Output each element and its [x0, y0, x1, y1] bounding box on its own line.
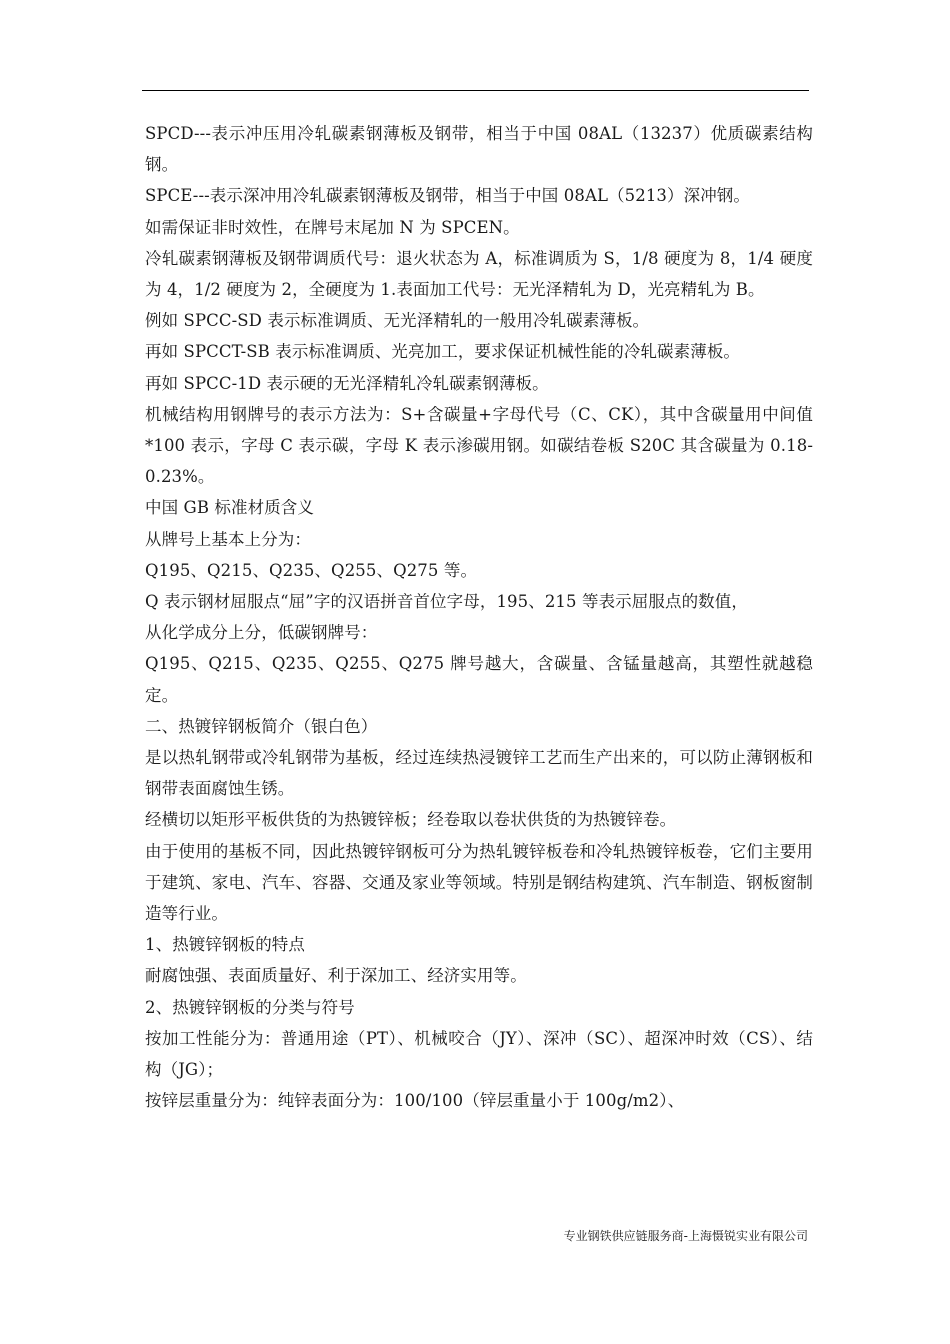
paragraph: 如需保证非时效性，在牌号末尾加 N 为 SPCEN。	[145, 217, 520, 237]
section-heading: 2、热镀锌钢板的分类与符号	[145, 997, 355, 1017]
section-heading: 1、热镀锌钢板的特点	[145, 935, 305, 955]
section-heading: 中国 GB 标准材质含义	[145, 498, 314, 518]
paragraph: 从化学成分上分，低碳钢牌号：	[145, 623, 378, 643]
paragraph: SPCE---表示深冲用冷轧碳素钢薄板及钢带，相当于中国 08AL（5213）深冲钢。	[145, 186, 751, 206]
section-heading: 二、热镀锌钢板简介（银白色）	[145, 716, 378, 736]
paragraph: Q 表示钢材屈服点“屈”字的汉语拼音首位字母，195、215 等表示屈服点的数值，	[145, 592, 748, 612]
header-rule	[142, 90, 809, 91]
paragraph: Q195、Q215、Q235、Q255、Q275 等。	[145, 560, 478, 580]
paragraph: Q195、Q215、Q235、Q255、Q275 牌号越大，含碳量、含锰量越高，其塑性就越稳定。	[145, 654, 813, 705]
paragraph: 机械结构用钢牌号的表示方法为：S+含碳量+字母代号（C、CK），其中含碳量用中间值*100 表示，字母 C 表示碳，字母 K 表示渗碳用钢。如碳结卷板 S20C 其含碳量为 0.18-0.23%。	[145, 404, 813, 487]
paragraph: 从牌号上基本上分为：	[145, 529, 311, 549]
paragraph: 按锌层重量分为：纯锌表面分为：100/100（锌层重量小于 100g/m2）、	[145, 1091, 685, 1111]
page-footer: 专业钢铁供应链服务商-上海慑锐实业有限公司	[563, 1229, 808, 1243]
paragraph: 再如 SPCCT-SB 表示标准调质、光亮加工，要求保证机械性能的冷轧碳素薄板。	[145, 342, 741, 362]
paragraph: 再如 SPCC-1D 表示硬的无光泽精轧冷轧碳素钢薄板。	[145, 373, 549, 393]
paragraph: 例如 SPCC-SD 表示标准调质、无光泽精轧的一般用冷轧碳素薄板。	[145, 311, 650, 331]
paragraph: 经横切以矩形平板供货的为热镀锌板；经卷取以卷状供货的为热镀锌卷。	[145, 810, 677, 830]
paragraph: 由于使用的基板不同，因此热镀锌钢板可分为热轧镀锌板卷和冷轧热镀锌板卷，它们主要用于建筑、家电、汽车、容器、交通及家业等领域。特别是钢结构建筑、汽车制造、钢板窗制造等行业。	[145, 841, 813, 924]
paragraph: 按加工性能分为：普通用途（PT）、机械咬合（JY）、深冲（SC）、超深冲时效（CS）、结构（JG）；	[145, 1028, 813, 1080]
paragraph: 耐腐蚀强、表面质量好、利于深加工、经济实用等。	[145, 966, 527, 986]
paragraph: 冷轧碳素钢薄板及钢带调质代号：退火状态为 A，标准调质为 S，1/8 硬度为 8，1/4 硬度为 4，1/2 硬度为 2，全硬度为 1.表面加工代号：无光泽精轧为 D，光亮精轧为 B。	[145, 248, 813, 300]
body-text	[145, 118, 813, 1117]
paragraph: 是以热轧钢带或冷轧钢带为基板，经过连续热浸镀锌工艺而生产出来的，可以防止薄钢板和钢带表面腐蚀生锈。	[145, 748, 813, 799]
paragraph: SPCD---表示冲压用冷轧碳素钢薄板及钢带，相当于中国 08AL（13237）优质碳素结构钢。	[145, 124, 813, 175]
